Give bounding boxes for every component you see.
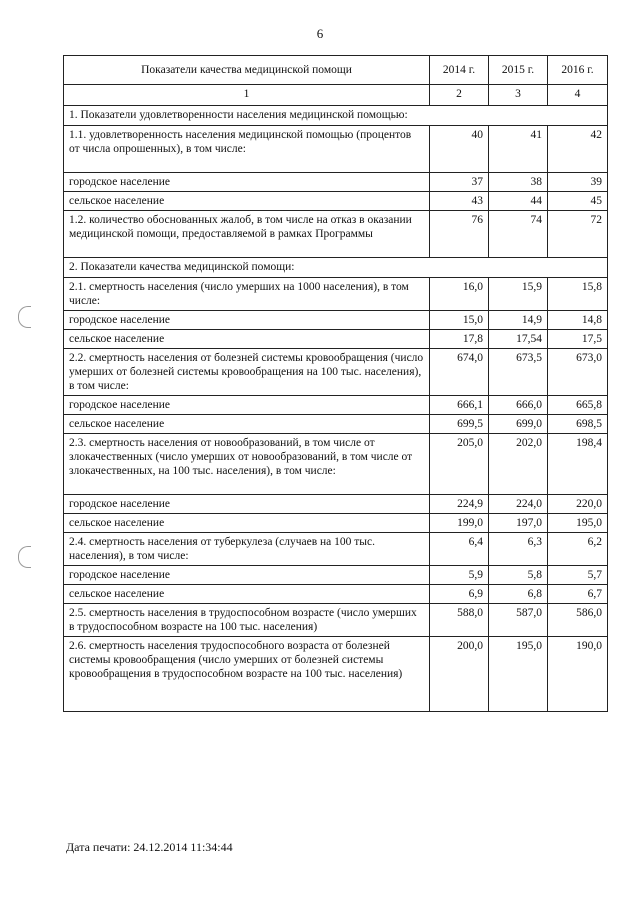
indicator-label: 1.2. количество обоснованных жалоб, в том числе на отказ в оказании медицинской помощи, предоставляемой в рамках Программы	[64, 211, 430, 258]
indicator-value: 666,0	[489, 396, 548, 415]
indicator-value: 224,0	[489, 495, 548, 514]
indicator-label: 2.1. смертность населения (число умерших на 1000 населения), в том числе:	[64, 278, 430, 311]
indicator-value: 199,0	[430, 514, 489, 533]
table-row	[64, 415, 608, 434]
table-row	[64, 604, 608, 637]
indicator-value: 17,8	[430, 330, 489, 349]
indicator-value: 195,0	[489, 637, 548, 712]
table-row	[64, 533, 608, 566]
column-index: 2	[430, 85, 489, 106]
table-row	[64, 330, 608, 349]
indicator-value: 42	[548, 126, 608, 173]
indicator-label: 2.2. смертность населения от болезней системы кровообращения (число умерших от болезней системы кровообращения на 100 тыс. населения), в том числе:	[64, 349, 430, 396]
indicator-value: 45	[548, 192, 608, 211]
indicator-value: 15,0	[430, 311, 489, 330]
page-number: 6	[316, 26, 324, 41]
indicator-value: 43	[430, 192, 489, 211]
table-row	[64, 211, 608, 258]
table-row	[64, 585, 608, 604]
indicator-value: 190,0	[548, 637, 608, 712]
indicator-value: 41	[489, 126, 548, 173]
punch-hole-mark	[18, 546, 31, 568]
indicator-value: 16,0	[430, 278, 489, 311]
indicator-label: городское население	[64, 495, 430, 514]
quality-indicators-table	[63, 55, 608, 712]
table-row	[64, 349, 608, 396]
section-title: 1. Показатели удовлетворенности населения медицинской помощью:	[64, 106, 608, 126]
column-index-row	[64, 85, 608, 106]
indicator-value: 40	[430, 126, 489, 173]
indicator-value: 674,0	[430, 349, 489, 396]
table-row	[64, 192, 608, 211]
header-year-2015: 2015 г.	[489, 56, 548, 85]
indicator-value: 76	[430, 211, 489, 258]
indicator-value: 6,4	[430, 533, 489, 566]
indicator-value: 6,8	[489, 585, 548, 604]
section-title: 2. Показатели качества медицинской помощи:	[64, 258, 608, 278]
column-index: 4	[548, 85, 608, 106]
indicator-value: 17,54	[489, 330, 548, 349]
indicator-value: 195,0	[548, 514, 608, 533]
header-row	[64, 56, 608, 85]
indicator-value: 6,7	[548, 585, 608, 604]
table-row	[64, 278, 608, 311]
table-row	[64, 514, 608, 533]
indicator-value: 17,5	[548, 330, 608, 349]
indicator-value: 666,1	[430, 396, 489, 415]
table-row	[64, 566, 608, 585]
indicator-value: 587,0	[489, 604, 548, 637]
indicator-value: 37	[430, 173, 489, 192]
table-row	[64, 637, 608, 712]
indicator-value: 5,9	[430, 566, 489, 585]
print-date: Дата печати: 24.12.2014 11:34:44	[66, 840, 233, 854]
indicator-value: 699,0	[489, 415, 548, 434]
indicator-value: 198,4	[548, 434, 608, 495]
indicator-label: сельское население	[64, 330, 430, 349]
indicator-value: 586,0	[548, 604, 608, 637]
table-row	[64, 173, 608, 192]
indicator-value: 673,5	[489, 349, 548, 396]
header-indicator: Показатели качества медицинской помощи	[64, 56, 430, 85]
indicator-value: 15,8	[548, 278, 608, 311]
indicator-label: сельское население	[64, 415, 430, 434]
indicator-value: 205,0	[430, 434, 489, 495]
indicator-value: 665,8	[548, 396, 608, 415]
indicator-label: городское население	[64, 311, 430, 330]
table-row	[64, 495, 608, 514]
indicator-label: 2.4. смертность населения от туберкулеза (случаев на 100 тыс. населения), в том числе:	[64, 533, 430, 566]
table-body	[64, 106, 608, 712]
table-row	[64, 126, 608, 173]
indicator-label: 2.3. смертность населения от новообразований, в том числе от злокачественных (число умерших от новообразований, в том числе от злокачественных, на 100 тыс. населения), в том числе:	[64, 434, 430, 495]
indicator-label: сельское население	[64, 192, 430, 211]
indicator-label: городское население	[64, 173, 430, 192]
indicator-value: 673,0	[548, 349, 608, 396]
indicator-value: 14,9	[489, 311, 548, 330]
indicator-value: 220,0	[548, 495, 608, 514]
indicator-label: сельское население	[64, 585, 430, 604]
indicator-value: 588,0	[430, 604, 489, 637]
indicator-label: 1.1. удовлетворенность населения медицинской помощью (процентов от числа опрошенных), в том числе:	[64, 126, 430, 173]
indicator-label: 2.5. смертность населения в трудоспособном возрасте (число умерших в трудоспособном возрасте на 100 тыс. населения)	[64, 604, 430, 637]
indicator-label: городское население	[64, 566, 430, 585]
punch-hole-mark	[18, 306, 31, 328]
indicator-value: 44	[489, 192, 548, 211]
indicator-value: 5,7	[548, 566, 608, 585]
header-year-2014: 2014 г.	[430, 56, 489, 85]
indicator-value: 200,0	[430, 637, 489, 712]
indicator-value: 74	[489, 211, 548, 258]
table-row	[64, 396, 608, 415]
indicator-value: 6,2	[548, 533, 608, 566]
indicator-value: 699,5	[430, 415, 489, 434]
indicator-value: 6,9	[430, 585, 489, 604]
indicator-value: 6,3	[489, 533, 548, 566]
indicator-value: 202,0	[489, 434, 548, 495]
indicator-value: 5,8	[489, 566, 548, 585]
indicator-value: 698,5	[548, 415, 608, 434]
section-row	[64, 106, 608, 126]
column-index: 3	[489, 85, 548, 106]
indicator-label: городское население	[64, 396, 430, 415]
table-row	[64, 434, 608, 495]
section-row	[64, 258, 608, 278]
header-year-2016: 2016 г.	[548, 56, 608, 85]
indicator-value: 197,0	[489, 514, 548, 533]
indicator-value: 224,9	[430, 495, 489, 514]
table-row	[64, 311, 608, 330]
indicator-label: сельское население	[64, 514, 430, 533]
indicator-value: 14,8	[548, 311, 608, 330]
indicator-label: 2.6. смертность населения трудоспособного возраста от болезней системы кровообращения (число умерших от болезней системы кровообращения в трудоспособном возрасте на 100 тыс. населения)	[64, 637, 430, 712]
column-index: 1	[64, 85, 430, 106]
indicator-value: 72	[548, 211, 608, 258]
indicator-value: 15,9	[489, 278, 548, 311]
indicator-value: 38	[489, 173, 548, 192]
indicator-value: 39	[548, 173, 608, 192]
